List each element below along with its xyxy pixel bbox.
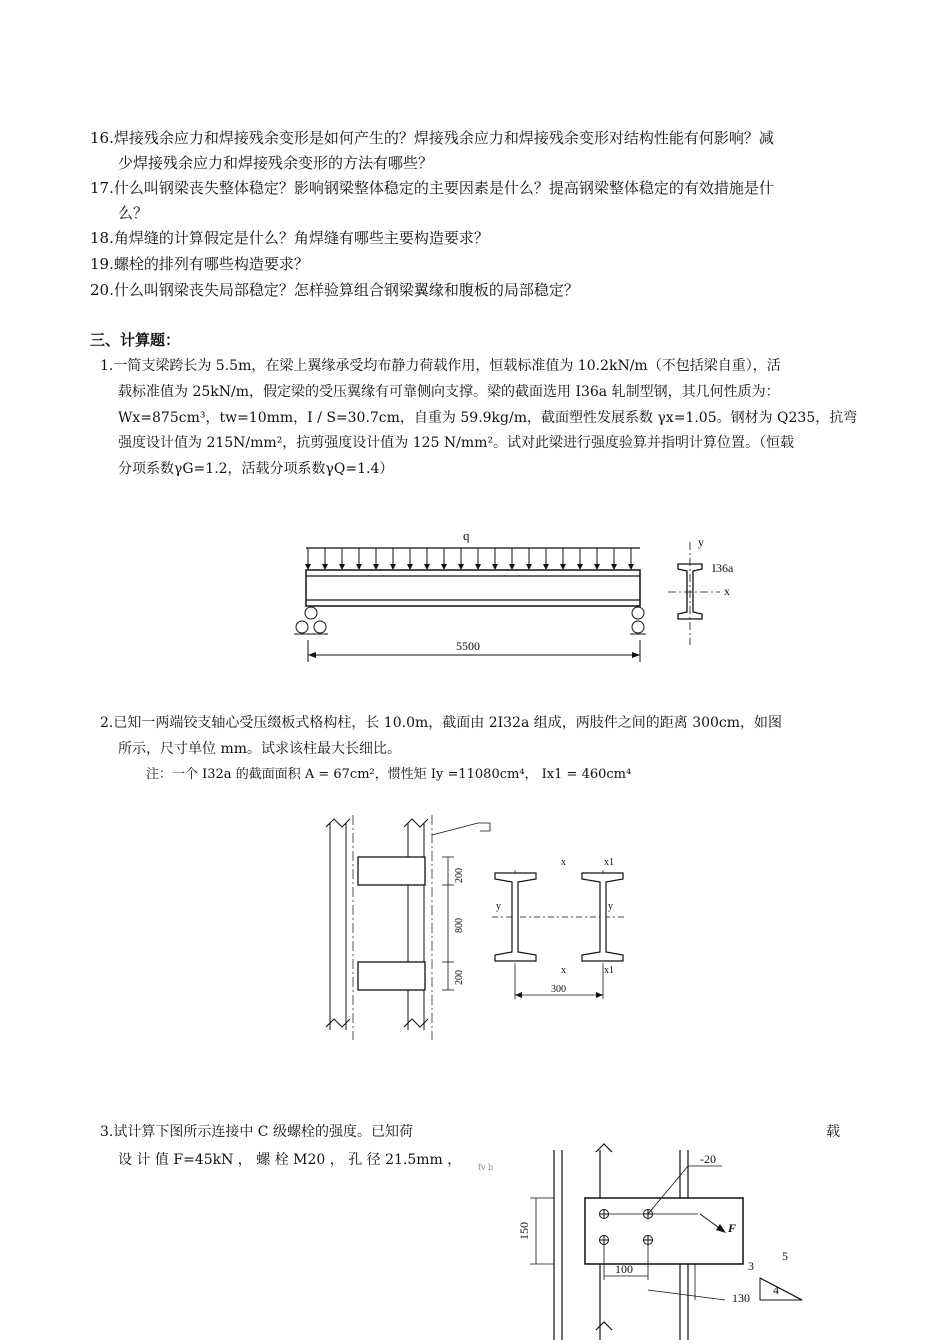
question-17-line2: 么？ [118,204,149,222]
section-name: I36a [712,561,734,575]
problem1-line3: Wx=875cm³，tw=10mm，I / S=30.7cm，自重为 59.9kg/m，截面塑性发展系数 γx=1.05。钢材为 Q235，抗弯 [118,410,858,426]
problem3-line1-end: 载 [826,1124,840,1140]
batten-plate-top [358,857,425,885]
problem3-fv-fragment: fv b [478,1163,494,1172]
slope-3: 3 [748,1259,754,1273]
question-17-line1: 17.什么叫钢梁丧失整体稳定？影响钢梁整体稳定的主要因素是什么？提高钢梁整体稳定的有效措施是什 [90,179,774,197]
beam-figure [280,520,760,670]
column-figure [320,815,630,1040]
label-x1-top: x1 [604,857,614,868]
problem1-line2: 载标准值为 25kN/m，假定梁的受压翼缘有可靠侧向支撑。梁的截面选用 I36a 轧制型钢，其几何性质为： [118,384,780,400]
bolt-figure [510,1140,810,1340]
force-label: F [728,1221,737,1235]
load-arrows [308,548,631,568]
right-support [630,607,646,634]
height-label: 150 [517,1222,531,1240]
dim-200-top: 200 [454,868,465,883]
batten-plate-bottom [358,962,425,990]
i-section-right [582,873,623,961]
slope-triangle [760,1278,802,1300]
width-label: 300 [551,984,566,995]
slope-5: 5 [782,1249,788,1263]
question-16-line2: 少焊接残余应力和焊接残余变形的方法有哪些？ [118,154,434,172]
problem2-line2: 所示，尺寸单位 mm。试求该柱最大长细比。 [118,741,401,757]
label-x1-bottom: x1 [604,965,614,976]
pitch-label: 100 [615,1262,633,1276]
problem2-line1: 2.已知一两端铰支轴心受压缀板式格构柱，长 10.0m，截面由 2I32a 组成，两肢件之间的距离 300cm，如图 [100,715,783,731]
left-support [294,607,328,634]
problem1-line5: 分项系数γG=1.2，活载分项系数γQ=1.4） [118,461,394,477]
axis-x-label: x [724,584,730,598]
label-x-top: x [561,857,566,868]
problem3-line2: 设 计 值 F=45kN ， 螺 栓 M20 ， 孔 径 21.5mm ， [118,1152,462,1168]
problem1-line4: 强度设计值为 215N/mm²，抗剪强度设计值为 125 N/mm²。试对此梁进行强度验算并指明计算位置。（恒载 [118,435,795,451]
problem2-note: 注：一个 I32a 的截面面积 A = 67cm²，惯性矩 Iy =11080cm⁴， Ix1 = 460cm⁴ [146,767,632,782]
label-y-left: y [496,901,501,912]
load-label: q [463,528,470,543]
question-18: 18.角焊缝的计算假定是什么？角焊缝有哪些主要构造要求？ [90,229,489,247]
label-y-right: y [608,901,613,912]
dim-200-bottom: 200 [454,970,465,985]
question-20: 20.什么叫钢梁丧失局部稳定？怎样验算组合钢梁翼缘和腹板的局部稳定？ [90,281,579,299]
plate-label: -20 [700,1152,716,1166]
question-19: 19.螺栓的排列有哪些构造要求？ [90,255,309,273]
problem1-line1: 1.一简支梁跨长为 5.5m，在梁上翼缘承受均布静力荷载作用，恒载标准值为 10.2kN/m（不包括梁自重），活 [100,358,781,374]
axis-y-label: y [698,535,704,549]
question-16-line1: 16.焊接残余应力和焊接残余变形是如何产生的？焊接残余应力和焊接残余变形对结构性能有何影响？减 [90,129,774,147]
span-label: 5500 [456,639,480,653]
label-x-bottom: x [561,965,566,976]
problem3-line1: 3.试计算下图所示连接中 C 级螺栓的强度。已知荷 [100,1124,413,1140]
section-title: 三、计算题： [90,331,181,349]
slope-4: 4 [773,1283,779,1297]
dim-800: 800 [454,918,465,933]
edge-label: 130 [732,1291,750,1305]
connection-plate [585,1198,743,1264]
